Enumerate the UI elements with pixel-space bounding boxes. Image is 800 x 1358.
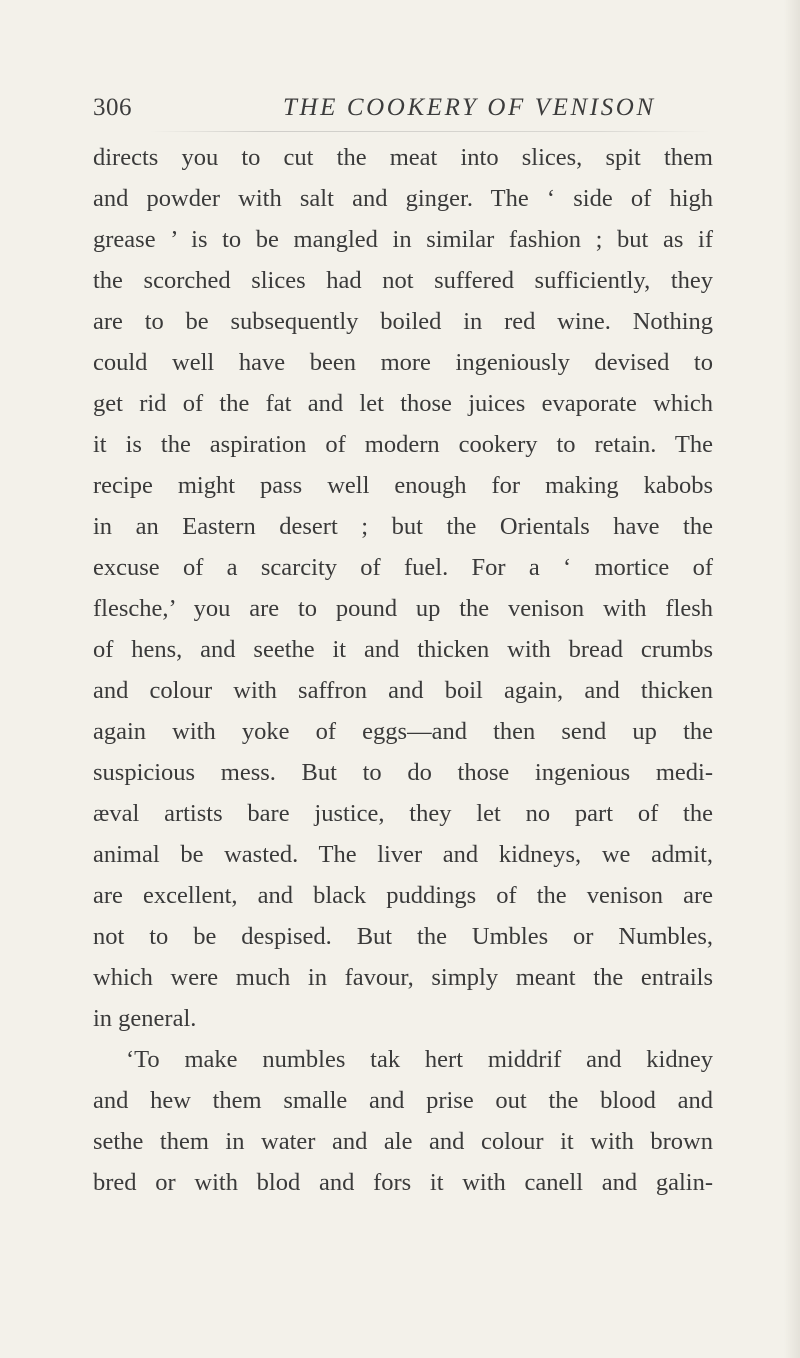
header-rule [150, 131, 710, 132]
text-line: bred or with blod and fors it with canell and galin- [93, 1169, 713, 1196]
text-line: and colour with saffron and boil again, and thicken [93, 677, 713, 704]
text-line: recipe might pass well enough for making kabobs [93, 472, 713, 499]
text-line: and powder with salt and ginger. The ‘ side of high [93, 185, 713, 212]
body-text [93, 137, 713, 1203]
text-line: suspicious mess. But to do those ingenious medi- [93, 759, 713, 786]
text-line: get rid of the fat and let those juices evaporate which [93, 390, 713, 417]
text-line: it is the aspiration of modern cookery to retain. The [93, 431, 713, 458]
text-line: and hew them smalle and prise out the blood and [93, 1087, 713, 1114]
quote-opening-line: ‘To make numbles tak hert middrif and kidney [126, 1046, 713, 1073]
text-line: are to be subsequently boiled in red wine. Nothing [93, 308, 713, 335]
text-line: animal be wasted. The liver and kidneys, we admit, [93, 841, 713, 868]
text-line: the scorched slices had not suffered sufficiently, they [93, 267, 713, 294]
page-header [0, 88, 800, 132]
text-line: in an Eastern desert ; but the Orientals have the [93, 513, 713, 540]
text-line: which were much in favour, simply meant the entrails [93, 964, 713, 991]
text-line: sethe them in water and ale and colour it with brown [93, 1128, 713, 1155]
text-line: are excellent, and black puddings of the venison are [93, 882, 713, 909]
text-line: flesche,’ you are to pound up the venison with flesh [93, 595, 713, 622]
text-line: directs you to cut the meat into slices, spit them [93, 144, 713, 171]
text-line: again with yoke of eggs—and then send up the [93, 718, 713, 745]
text-line: could well have been more ingeniously devised to [93, 349, 713, 376]
running-title: THE COOKERY OF VENISON [283, 94, 656, 121]
text-line: æval artists bare justice, they let no part of the [93, 800, 713, 827]
page-edge-shadow [784, 0, 800, 1358]
text-line: not to be despised. But the Umbles or Numbles, [93, 923, 713, 950]
text-line: of hens, and seethe it and thicken with bread crumbs [93, 636, 713, 663]
page-number: 306 [93, 94, 132, 121]
text-line: excuse of a scarcity of fuel. For a ‘ mortice of [93, 554, 713, 581]
text-line: grease ’ is to be mangled in similar fashion ; but as if [93, 226, 713, 253]
paragraph-end-line: in general. [93, 1005, 197, 1032]
